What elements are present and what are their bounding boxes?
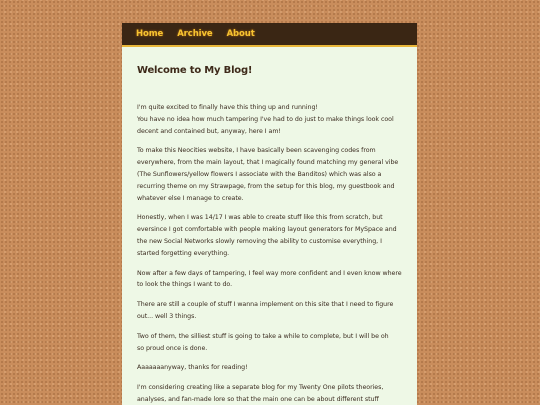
post-body [137, 102, 403, 405]
paragraph-line: Two of them, the silliest stuff is going to take a while to complete, but I will be oh [137, 332, 389, 340]
paragraph-line: (The Sunflowers/yellow flowers I associate with the Banditos) which was also a [137, 170, 382, 178]
post-paragraph [137, 382, 403, 405]
paragraph-line: I'm considering creating like a separate blog for my Twenty One pilots theories, [137, 384, 384, 392]
paragraph-line: To make this Neocities website, I have basically been scavenging codes from [137, 147, 376, 155]
top-nav [122, 23, 417, 47]
post-paragraph [137, 362, 403, 374]
blog-post [122, 47, 417, 405]
paragraph-line: Honestly, when I was 14/17 I was able to create stuff like this from scratch, but [137, 214, 383, 222]
paragraph-line: There are still a couple of stuff I wanna implement on this site that I need to figure [137, 301, 394, 309]
post-paragraph [137, 212, 403, 259]
paragraph-line: everywhere, from the main layout, that I magically found matching my general vibe [137, 159, 399, 167]
paragraph-line: Now after a few days of tampering, I feel way more confident and I even know where [137, 269, 402, 277]
paragraph-line: You have no idea how much tampering I've had to do just to make things look cool [137, 115, 394, 123]
nav-home-link[interactable]: Home [136, 29, 164, 39]
blog-container [122, 23, 417, 405]
paragraph-line: started forgetting everything. [137, 249, 230, 257]
post-paragraph [137, 145, 403, 204]
post-paragraph [137, 299, 403, 323]
paragraph-line: the new Social Networks slowly removing the ability to customise everything, I [137, 237, 382, 245]
paragraph-line: out... well 3 things. [137, 312, 197, 320]
nav-about-link[interactable]: About [226, 29, 255, 39]
paragraph-line: to look the things I want to do. [137, 281, 233, 289]
paragraph-line: so proud once is done. [137, 344, 208, 352]
post-paragraph [137, 102, 403, 137]
paragraph-line: recurring theme on my Strawpage, from the setup for this blog, my guestbook and [137, 182, 395, 190]
post-paragraph [137, 268, 403, 292]
paragraph-line: analyses, and fan-made lore so that the main one can be about different stuff [137, 395, 379, 403]
paragraph-line: whatever else I manage to create. [137, 194, 244, 202]
paragraph-line: I'm quite excited to finally have this thing up and running! [137, 104, 318, 111]
paragraph-line: Aaaaaaanyway, thanks for reading! [137, 364, 248, 372]
nav-archive-link[interactable]: Archive [177, 29, 213, 39]
post-title: Welcome to My Blog! [137, 65, 253, 76]
paragraph-line: eversince I got comfortable with people making layout generators for MySpace and [137, 226, 397, 234]
post-paragraph [137, 331, 403, 355]
paragraph-line: decent and contained but, anyway, here I am! [137, 127, 281, 135]
